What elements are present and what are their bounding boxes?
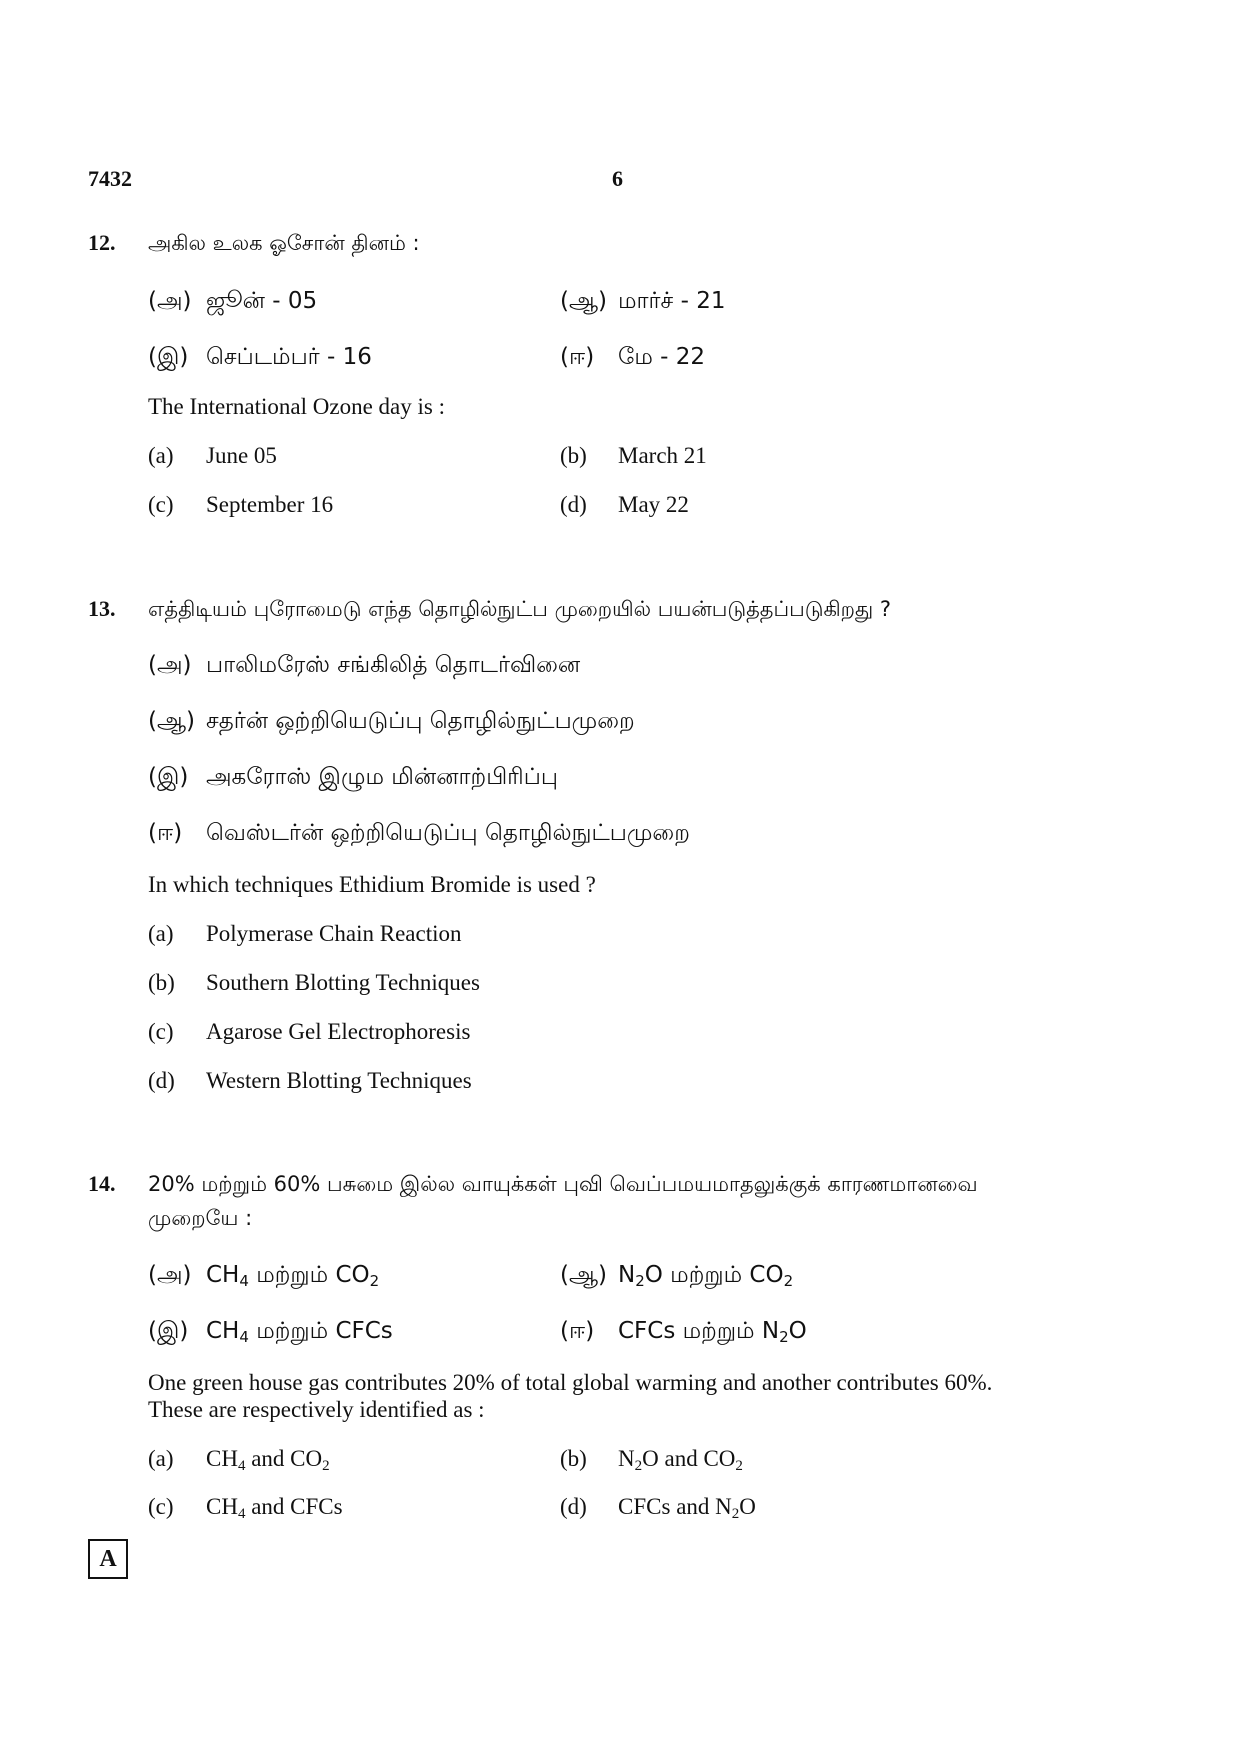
- formula-part: N: [618, 1446, 635, 1471]
- formula-part: N: [618, 1262, 636, 1288]
- option-text: Southern Blotting Techniques: [206, 970, 480, 995]
- option-text: செப்டம்பர் - 16: [206, 344, 372, 370]
- formula-part: CFCs: [618, 1494, 671, 1519]
- booklet-series-box: A: [88, 1539, 128, 1579]
- tamil-question-line: முறையே :: [148, 1206, 253, 1230]
- english-question-line: These are respectively identified as :: [148, 1397, 485, 1422]
- option-label: (அ): [148, 652, 192, 678]
- formula-part: CO: [290, 1446, 323, 1471]
- option-label: (a): [148, 443, 174, 468]
- english-question-line: One green house gas contributes 20% of total global warming and another contributes 60%.: [148, 1370, 993, 1395]
- page-number: 6: [612, 166, 623, 191]
- formula-subscript: 2: [731, 1506, 740, 1522]
- option-text: September 16: [206, 492, 334, 517]
- option-text: Polymerase Chain Reaction: [206, 921, 462, 946]
- option-label: (இ): [148, 764, 189, 790]
- option-label: (ஈ): [148, 820, 183, 846]
- connector: மற்றும்: [248, 1318, 336, 1344]
- option-text: வெஸ்டர்ன் ஒற்றியெடுப்பு தொழில்நுட்பமுறை: [206, 820, 690, 846]
- option-label: (இ): [148, 344, 189, 370]
- formula-subscript: 2: [634, 1458, 643, 1474]
- question-number: 13.: [88, 596, 116, 621]
- option-text: [618, 1494, 756, 1523]
- option-label: (d): [560, 492, 587, 517]
- formula-part: CH: [206, 1494, 238, 1519]
- option-label: (a): [148, 921, 174, 946]
- english-question: The International Ozone day is :: [148, 394, 445, 419]
- option-text: [206, 1446, 330, 1475]
- formula-part: CH: [206, 1446, 238, 1471]
- connector: and: [245, 1446, 291, 1471]
- option-label: (a): [148, 1446, 174, 1471]
- formula-subscript: 2: [322, 1458, 330, 1474]
- option-text: June 05: [206, 443, 277, 468]
- option-text: [618, 1262, 793, 1291]
- formula-subscript: 4: [239, 1328, 249, 1346]
- formula-subscript: 4: [237, 1458, 246, 1474]
- option-label: (b): [148, 970, 175, 995]
- option-text: March 21: [618, 443, 707, 468]
- formula-subscript: 2: [369, 1272, 380, 1290]
- option-label: (அ): [148, 288, 192, 314]
- formula-part: O: [644, 1262, 663, 1288]
- connector: and: [658, 1446, 704, 1471]
- option-label: (d): [148, 1068, 175, 1093]
- connector: மற்றும்: [662, 1262, 750, 1288]
- formula-subscript: 2: [635, 1272, 645, 1290]
- connector: மற்றும்: [248, 1262, 336, 1288]
- option-text: [206, 1318, 393, 1347]
- formula-part: CO: [703, 1446, 736, 1471]
- option-label: (ஆ): [148, 708, 196, 734]
- formula-subscript: 4: [239, 1272, 249, 1290]
- tamil-question: எத்திடியம் புரோமைடு எந்த தொழில்நுட்ப முறையில் பயன்படுத்தப்படுகிறது ?: [148, 597, 891, 621]
- connector: and: [245, 1494, 291, 1519]
- formula-part: O: [788, 1318, 807, 1344]
- connector: and: [670, 1494, 716, 1519]
- option-text: மார்ச் - 21: [618, 288, 726, 314]
- formula-part: N: [761, 1318, 780, 1344]
- formula-subscript: 2: [779, 1328, 789, 1346]
- option-text: Western Blotting Techniques: [206, 1068, 472, 1093]
- option-label: (b): [560, 443, 587, 468]
- option-label: (c): [148, 1019, 174, 1044]
- connector: மற்றும்: [675, 1318, 762, 1344]
- paper-code: 7432: [88, 166, 132, 191]
- option-text: பாலிமரேஸ் சங்கிலித் தொடர்வினை: [206, 652, 581, 678]
- option-text: [618, 1446, 743, 1475]
- formula-part: O: [739, 1494, 756, 1519]
- option-label: (c): [148, 492, 174, 517]
- formula-subscript: 2: [735, 1458, 743, 1474]
- formula-subscript: 2: [783, 1272, 794, 1290]
- tamil-question: அகில உலக ஓசோன் தினம் :: [148, 231, 420, 255]
- option-label: (இ): [148, 1318, 189, 1344]
- formula-subscript: 4: [237, 1506, 246, 1522]
- question-number: 12.: [88, 230, 116, 255]
- formula-part: N: [715, 1494, 732, 1519]
- option-text: [206, 1494, 343, 1523]
- option-label: (அ): [148, 1262, 192, 1288]
- option-text: சதர்ன் ஒற்றியெடுப்பு தொழில்நுட்பமுறை: [206, 708, 635, 734]
- option-label: (b): [560, 1446, 587, 1471]
- question-number: 14.: [88, 1171, 116, 1196]
- option-label: (c): [148, 1494, 174, 1519]
- option-label: (ஆ): [560, 1262, 608, 1288]
- option-label: (ஆ): [560, 288, 608, 314]
- english-question: In which techniques Ethidium Bromide is used ?: [148, 872, 596, 897]
- option-label: (ஈ): [560, 1318, 595, 1344]
- option-text: [618, 1318, 807, 1347]
- option-text: அகரோஸ் இழும மின்னாற்பிரிப்பு: [206, 764, 558, 790]
- option-text: ஜூன் - 05: [206, 288, 318, 314]
- formula-part: O: [642, 1446, 659, 1471]
- formula-part: CO: [335, 1262, 370, 1288]
- option-text: Agarose Gel Electrophoresis: [206, 1019, 471, 1044]
- option-text: [206, 1262, 379, 1291]
- formula-part: CFCs: [618, 1318, 676, 1344]
- option-text: மே - 22: [618, 344, 706, 370]
- formula-part: CH: [206, 1318, 240, 1344]
- option-text: May 22: [618, 492, 689, 517]
- formula-part: CFCs: [335, 1318, 393, 1344]
- option-label: (d): [560, 1494, 587, 1519]
- tamil-question-line: 20% மற்றும் 60% பசுமை இல்ல வாயுக்கள் புவி வெப்பமயமாதலுக்குக் காரணமானவை: [148, 1172, 978, 1196]
- option-label: (ஈ): [560, 344, 595, 370]
- formula-part: CFCs: [290, 1494, 343, 1519]
- formula-part: CH: [206, 1262, 240, 1288]
- formula-part: CO: [749, 1262, 784, 1288]
